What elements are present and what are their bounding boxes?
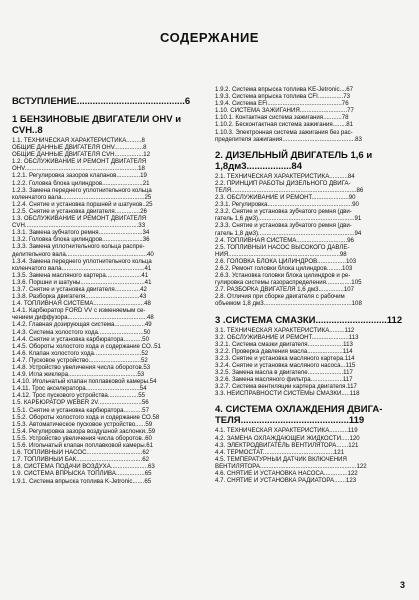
toc-entry: 1.4.5. Обороты холостого хода и содержание CO..51 xyxy=(12,342,161,350)
toc-entry: 1.9.4. Система EFi............................................76 xyxy=(215,100,349,108)
toc-entry: 2.6.2. Ремонт головки блока цилиндров.........103 xyxy=(215,264,353,272)
toc-entry: 1.9.3. Система впрыска топлива CFI...............73 xyxy=(215,93,351,101)
toc-entry: НИЯ..................................................................98 xyxy=(215,250,347,258)
toc-entry: 1.10.2. Бесконтактная система зажигания........81 xyxy=(215,121,354,129)
toc-entry: гатель 1,6 дм3).........................................................91 xyxy=(215,215,362,223)
toc-entry: 3.2.7. Система вентиляции картера двигателя.117 xyxy=(215,383,357,391)
toc-entry: 2.3. ОБСЛУЖИВАНИЕ И РЕМОНТ......................90 xyxy=(215,194,356,202)
page-number: 3 xyxy=(399,580,405,590)
toc-entry: 2.3.1. Регулировка..................................................90 xyxy=(215,201,359,209)
toc-entry: 1.5.1. Снятие и установка карбюратора...........57 xyxy=(12,406,149,414)
toc-entry: 1.3.5. Замена масляного картера.....................41 xyxy=(12,271,149,279)
toc-entry: CVH...................................................................33 xyxy=(12,222,146,230)
toc-entry: 4.3. ЭЛЕКТРОДВИГАТЕЛЬ ВЕНТИЛЯТОРА.......121 xyxy=(215,441,359,449)
toc-heading: 4. СИСТЕМА ОХЛАЖДЕНИЯ ДВИГА-ТЕЛЯ.........................................119 xyxy=(215,404,383,427)
toc-entry: 3.2.2. Проверка давления масла.....................114 xyxy=(215,347,353,355)
toc-entry: 3.3. НЕИСПРАВНОСТИ СИСТЕМЫ СМАЗКИ.....118 xyxy=(215,390,360,398)
toc-entry: коленчатого вала.................................................41 xyxy=(12,264,152,272)
toc-entry: 4.7. СНЯТИЕ И УСТАНОВКА РАДИАТОРА.......123 xyxy=(215,477,357,485)
toc-entry: 3.2.5. Замена масла в двигателе.....................117 xyxy=(215,369,353,377)
toc-entry: 2.2. ПРИНЦИП РАБОТЫ ДИЗЕЛЬНОГО ДВИГА- xyxy=(215,179,351,187)
toc-entry: 1.9.1. Система впрыска топлива K-Jetronic.......65 xyxy=(12,477,152,485)
toc-right-column xyxy=(215,86,413,484)
toc-entry: 1.4.8. Устройство увеличения числа оборотов.53 xyxy=(12,364,151,371)
toc-entry: 1.3.8. Разборка двигателя................................43 xyxy=(12,293,147,301)
toc-entry: 1.2.4. Снятие и установка поршней и шатунов..25 xyxy=(12,200,153,208)
toc-entry: 1.3.1. Замена зубчатого ремня..........................34 xyxy=(12,229,150,237)
toc-entry: 1.5.5. Устройство увеличения числа оборотов..60 xyxy=(12,434,152,442)
toc-entry: ТЕЛЯ..........................................................................86 xyxy=(215,186,364,194)
toc-entry: 1.10. СИСТЕМА ЗАЖИГАНИЯ............................77 xyxy=(215,107,354,115)
toc-entry: делительного вала................................................40 xyxy=(12,250,154,258)
toc-entry: 1.5.2. Обороты холостого хода и содержание CO.58 xyxy=(12,413,160,421)
toc-entry: гулировка системы газораспределения...............105 xyxy=(215,279,362,287)
toc-entry: 1.4.7. Пусковое устройство...............................52 xyxy=(12,356,148,364)
toc-entry: 1.2.1. Регулировка зазоров клапанов..............19 xyxy=(12,172,147,180)
toc-entry: 1.3.6. Поршни и шатуны......................................41 xyxy=(12,278,152,286)
toc-entry: 1.7. ТОПЛИВНЫЙ БАК.......................................62 xyxy=(12,456,150,464)
toc-entry: 2.5. ТОПЛИВНЫЙ НАСОС ВЫСОКОГО ДАВЛЕ- xyxy=(215,243,350,251)
toc-entry: 1.2.2. Головка блока цилиндров........................21 xyxy=(12,179,150,187)
toc-entry: 1.3.3. Замена уплотнительного кольца распре- xyxy=(12,243,145,251)
toc-entry: 4.2. ЗАМЕНА ОХЛАЖДАЮЩЕЙ ЖИДКОСТИ.....120 xyxy=(215,434,360,442)
toc-entry: чением диффузора...............................................48 xyxy=(12,314,154,322)
toc-entry: 1.4.4. Снятие и установка карбюратора...........50 xyxy=(12,335,149,343)
toc-entry: 1.10.3. Электронная система зажигания без рас- xyxy=(215,128,353,136)
toc-entry: 4.1. ТЕХНИЧЕСКАЯ ХАРАКТЕРИСТИКА...........119 xyxy=(215,427,358,435)
toc-entry: 2.7. РАЗБОРКА ДВИГАТЕЛЯ 1,6 дм3...............107 xyxy=(215,286,355,294)
toc-entry: 1.5.3. Автоматическое пусковое устройство......59 xyxy=(12,420,153,428)
toc-entry: 2.8. Отличия при сборке двигателя с рабочим xyxy=(215,293,345,301)
toc-entry: объемом 1,8 дм3....................................................108 xyxy=(215,300,362,308)
toc-entry: 2.6.3. Установка головки блока цилиндров и ре- xyxy=(215,272,351,280)
toc-entry: ОБЩИЕ ДАННЫЕ ДВИГАТЕЛЯ OHV.................8 xyxy=(12,144,147,152)
toc-entry: 3.2. ОБСЛУЖИВАНИЕ И РЕМОНТ......................113 xyxy=(215,333,359,341)
toc-entry: 1.4.9. Игла жиклера.........................................53 xyxy=(12,371,145,379)
toc-entry: 1.4.3. Система холостого хода...........................50 xyxy=(12,328,151,336)
toc-heading: 1 БЕНЗИНОВЫЕ ДВИГАТЕЛИ OHV и CVH..8 xyxy=(12,114,182,136)
toc-entry: 3.2.3. Снятие и установка масляного картера.114 xyxy=(215,354,355,362)
toc-entry: 1.9. СИСТЕМА ВПРЫСКА ТОПЛИВА.................65 xyxy=(12,470,152,478)
toc-entry: OHV...................................................................18 xyxy=(12,165,145,173)
toc-entry: 1.6. ТОПЛИВНЫЙ НАСОС.................................62 xyxy=(12,449,150,457)
toc-entry: 1.4. ТОПЛИВНАЯ СИСТЕМА..............................48 xyxy=(12,300,151,308)
toc-entry: 1.4.6. Клапан холостого хода............................52 xyxy=(12,349,149,357)
toc-entry: 3.2.6. Замена масляного фильтра...................117 xyxy=(215,376,353,384)
toc-entry: гатель 1,8 дм3).........................................................94 xyxy=(215,229,362,237)
toc-entry: коленчатого вала.................................................25 xyxy=(12,193,152,201)
toc-entry: 1.3.7. Снятие и установка двигателя...............42 xyxy=(12,285,147,293)
toc-entry: 1.8. СИСТЕМА ПОДАЧИ ВОЗДУХА......................63 xyxy=(12,463,155,471)
toc-heading: ВСТУПЛЕНИЕ.........................................6 xyxy=(12,96,191,107)
page-title: СОДЕРЖАНИЕ xyxy=(160,30,259,45)
toc-entry: 1.5.4. Регулировка зазора воздушной заслонки..59 xyxy=(12,427,156,435)
toc-entry: 1.3.2. Головка блока цилиндров........................36 xyxy=(12,236,150,244)
toc-heading: 2. ДИЗЕЛЬНЫЙ ДВИГАТЕЛЬ 1,6 и 1,8дм3.................84 xyxy=(215,149,373,172)
toc-heading: 3 .СИСТЕМА СМАЗКИ...........................112 xyxy=(215,314,403,326)
toc-entry: 1.10.1. Контактная система зажигания...........78 xyxy=(215,114,349,122)
toc-entry: 3.2.4. Снятие и установка масляного насоса...115 xyxy=(215,362,356,369)
toc-entry: 1.3. ОБСЛУЖИВАНИЕ И РЕМОНТ ДВИГАТЕЛЯ xyxy=(12,215,147,223)
toc-entry: ВЕНТИЛЯТОРА.........................................................122 xyxy=(215,462,367,470)
toc-entry: 1.4.2. Главная дозирующая система..................49 xyxy=(12,321,152,329)
toc-entry: 3.2.1. Система смазки двигателя.....................113 xyxy=(215,340,353,348)
toc-entry: 3.1. ТЕХНИЧЕСКАЯ ХАРАКТЕРИСТИКА.........112 xyxy=(215,326,355,334)
toc-entry: 1.1. ТЕХНИЧЕСКАЯ ХАРАКТЕРИСТИКА.........8 xyxy=(12,137,145,144)
toc-entry: 2.3.3. Снятие и установка зубчатого ремня (дви- xyxy=(215,222,352,230)
toc-entry: ОБЩИЕ ДАННЫЕ ДВИГАТЕЛЯ CVH.................12 xyxy=(12,151,151,159)
toc-entry: 1.5.6. Игольчатый клапан поплавковой камеры.61 xyxy=(12,442,154,450)
toc-entry: 1.3.4. Замена переднего уплотнительного кольца xyxy=(12,257,152,265)
toc-entry: 2.6. ГОЛОВКА БЛОКА ЦИЛИНДРОВ.................103 xyxy=(215,257,357,265)
toc-entry: 1.4.12. Трос пускового устройства..................55 xyxy=(12,392,146,400)
toc-entry: 1.4.10. Игольчатый клапан поплавковой камеры.54 xyxy=(12,378,157,386)
toc-entry: 4.4. ТЕРМОСТАТ..........................................121 xyxy=(215,448,345,456)
toc-entry: 2.3.2. Снятие и установка зубчатого ремня (дви- xyxy=(215,208,352,216)
toc-entry: пределителя зажигания...........................................83 xyxy=(215,135,362,143)
toc-entry: 2.4. ТОПЛИВНАЯ СИСТЕМА..............................96 xyxy=(215,236,354,244)
toc-entry: 1.2. ОБСЛУЖИВАНИЕ И РЕМОНТ ДВИГАТЕЛЯ xyxy=(12,158,147,166)
toc-entry: 1.2.3. Замена переднего уплотнительного кольца xyxy=(12,186,152,194)
toc-entry: 1.5. КАРБЮРАТОР WEBER 2V..........................56 xyxy=(12,399,149,407)
toc-entry: 4.5. ТЕМПЕРАТУРНЫЙ ДАТЧИК ВКЛЮЧЕНИЯ xyxy=(215,455,347,463)
toc-entry: 1.4.11. Трос акселератора................................54 xyxy=(12,385,147,393)
toc-entry: 1.4.1. Карбюратор FORD VV с изменяемым се- xyxy=(12,307,146,315)
toc-left-column xyxy=(12,88,207,485)
toc-entry: 1.9.2. Система впрыска топлива KE-Jetronic....67 xyxy=(215,86,354,93)
toc-entry: 2.1. ТЕХНИЧЕСКАЯ ХАРАКТЕРИСТИКА...........84 xyxy=(215,172,355,180)
toc-entry: 1.2.5. Снятие и установка двигателя...............26 xyxy=(12,207,147,215)
toc-entry: 4.6. СНЯТИЕ И УСТАНОВКА НАСОСА..............122 xyxy=(215,470,358,478)
